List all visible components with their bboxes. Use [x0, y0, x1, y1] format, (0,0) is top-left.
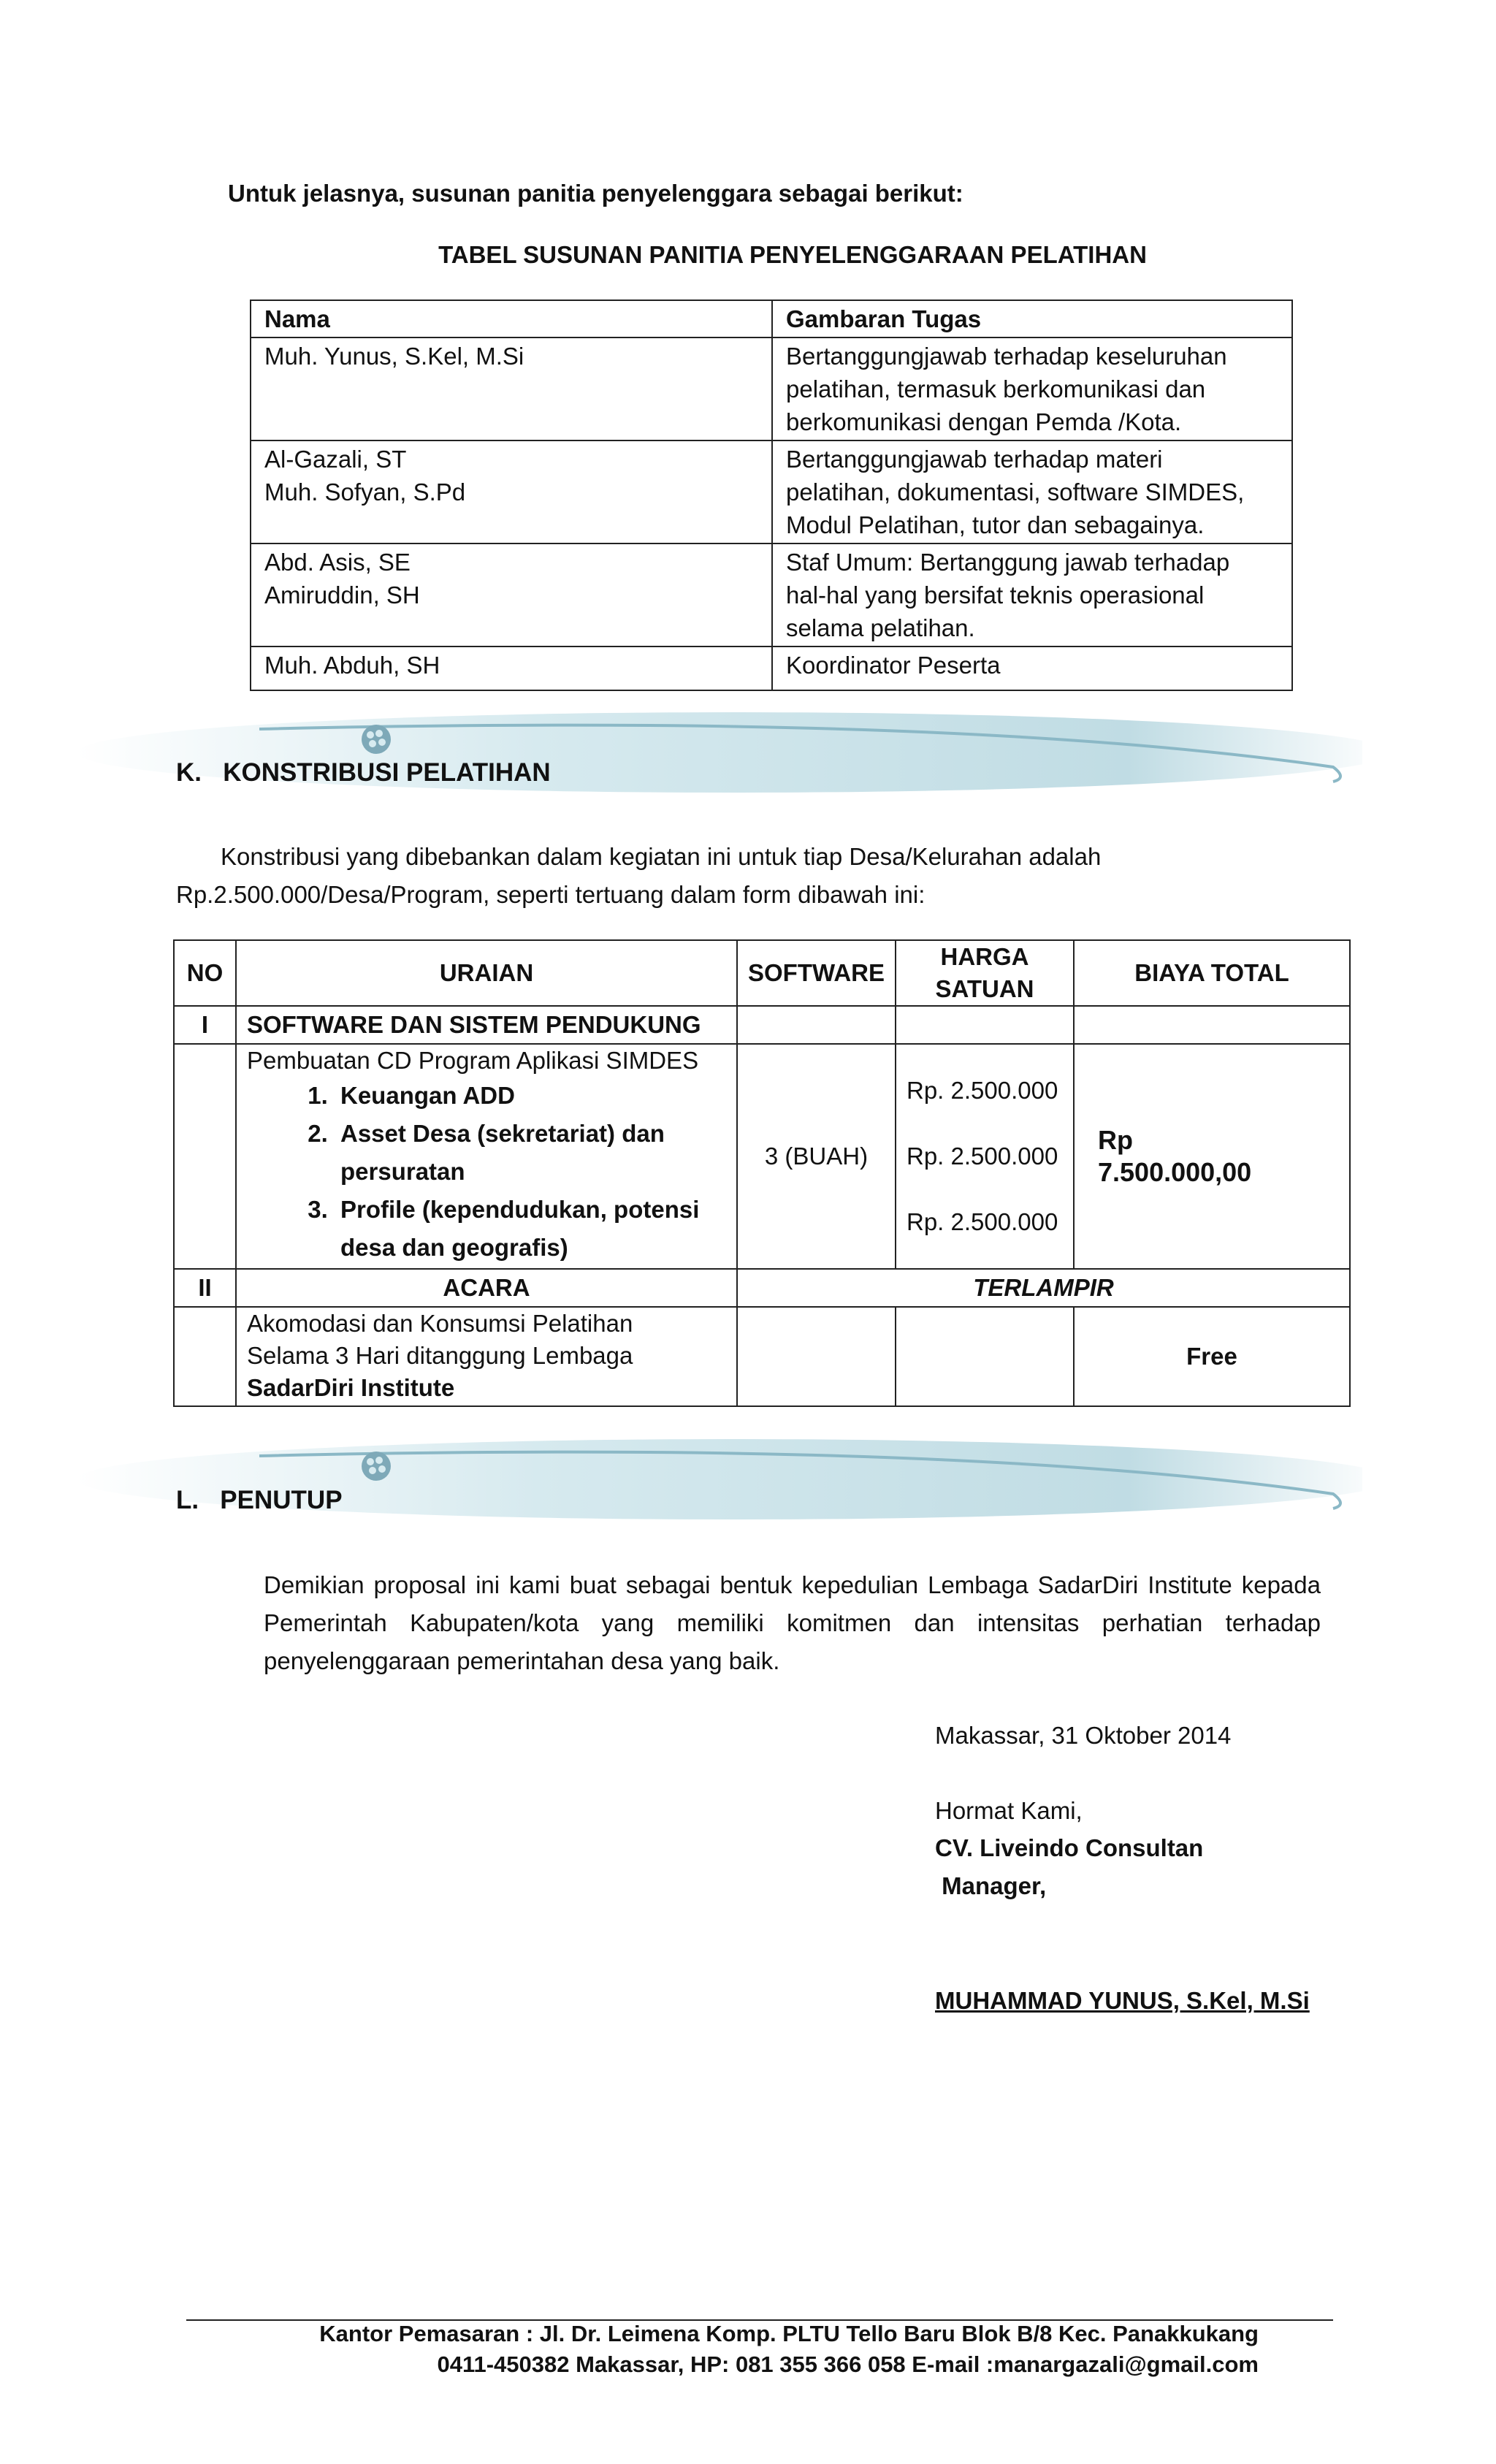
committee-table [250, 300, 1293, 691]
section-k-title: KONSTRIBUSI PELATIHAN [223, 758, 551, 787]
software-count: 3 (BUAH) [737, 1044, 896, 1269]
member-name: Abd. Asis, SE [264, 549, 411, 576]
table-row [174, 1307, 1350, 1406]
section-k-letter: K. [176, 758, 202, 787]
row-section-title: SOFTWARE DAN SISTEM PENDUKUNG [236, 1006, 737, 1044]
list-item: 1. Keuangan ADD [335, 1077, 726, 1115]
header-software: SOFTWARE [737, 940, 896, 1006]
software-list [247, 1077, 726, 1267]
cost-table [173, 939, 1351, 1407]
table-header-row [251, 300, 1292, 337]
task-line: Bertanggungjawab terhadap keseluruhan [786, 343, 1227, 370]
task-line: selama pelatihan. [786, 614, 975, 641]
header-harga-line2: SATUAN [935, 975, 1034, 1002]
section-k-para-line2: Rp.2.500.000/Desa/Program, seperti tertuang dalam form dibawah ini: [176, 881, 926, 908]
company-name: CV. Liveindo Consultan [935, 1834, 1204, 1861]
terlampir-note: TERLAMPIR [737, 1269, 1350, 1307]
table-row [251, 337, 1292, 440]
task-line: hal-hal yang bersifat teknis operasional [786, 581, 1205, 609]
task-line: Bertanggungjawab terhadap materi [786, 446, 1163, 473]
row-section-title: ACARA [236, 1269, 737, 1307]
member-name: Al-Gazali, ST [264, 446, 407, 473]
header-no: NO [174, 940, 236, 1006]
table-row [251, 440, 1292, 543]
section-l-heading [176, 1486, 343, 1515]
table-row [174, 1006, 1350, 1044]
header-uraian: URAIAN [236, 940, 737, 1006]
place-date: Makassar, 31 Oktober 2014 [935, 1722, 1232, 1749]
free-total: Free [1074, 1307, 1350, 1406]
total-currency: Rp [1098, 1125, 1133, 1155]
item-intro: Pembuatan CD Program Aplikasi SIMDES [247, 1047, 699, 1074]
committee-table-title: TABEL SUSUNAN PANITIA PENYELENGGARAAN PELATIHAN [438, 241, 1147, 268]
member-name: Amiruddin, SH [264, 581, 420, 609]
signatory-name: MUHAMMAD YUNUS, S.Kel, M.Si [935, 1987, 1310, 2014]
signatory-role: Manager, [935, 1872, 1047, 1899]
item-line: Selama 3 Hari ditanggung Lembaga [247, 1342, 633, 1369]
header-harga-line1: HARGA [940, 943, 1029, 970]
footer-address: Kantor Pemasaran : Jl. Dr. Leimena Komp. PLTU Tello Baru Blok B/8 Kec. Panakkukang [319, 2321, 1259, 2346]
unit-price: Rp. 2.500.000 [907, 1208, 1058, 1235]
task-line: Staf Umum: Bertanggung jawab terhadap [786, 549, 1230, 576]
task-line: pelatihan, termasuk berkomunikasi dan [786, 375, 1206, 403]
section-k-para-line1: Konstribusi yang dibebankan dalam kegiatan ini untuk tiap Desa/Kelurahan adalah [221, 843, 1102, 870]
table-row [174, 1044, 1350, 1269]
header-gambaran-tugas: Gambaran Tugas [772, 300, 1292, 337]
table-row [251, 543, 1292, 646]
unit-price: Rp. 2.500.000 [907, 1077, 1058, 1104]
greeting: Hormat Kami, [935, 1797, 1083, 1824]
header-harga-satuan [896, 940, 1074, 1006]
section-l-letter: L. [176, 1486, 199, 1514]
total-cost [1074, 1044, 1350, 1269]
member-name: Muh. Yunus, S.Kel, M.Si [264, 343, 524, 370]
list-item: 2. Asset Desa (sekretariat) dan persuratan [335, 1115, 726, 1191]
footer-contact: 0411-450382 Makassar, HP: 081 355 366 058 E-mail :manargazali@gmail.com [437, 2352, 1259, 2377]
table-row [174, 1269, 1350, 1307]
header-nama: Nama [251, 300, 772, 337]
list-item: 3. Profile (kependudukan, potensi desa dan geografis) [335, 1191, 726, 1267]
task-line: pelatihan, dokumentasi, software SIMDES, [786, 478, 1245, 506]
section-k-heading [176, 758, 551, 787]
item-line: SadarDiri Institute [247, 1374, 455, 1401]
item-line: Akomodasi dan Konsumsi Pelatihan [247, 1310, 633, 1337]
member-name: Muh. Sofyan, S.Pd [264, 478, 466, 506]
section-l-paragraph: Demikian proposal ini kami buat sebagai bentuk kepedulian Lembaga SadarDiri Institute kepada Pemerintah Kabupaten/kota yang memiliki komitmen dan intensitas perhatian terhadap penyelenggaraan pemerintahan desa yang baik. [264, 1571, 1321, 1674]
row-no: I [174, 1006, 236, 1044]
row-no: II [174, 1269, 236, 1307]
intro-text: Untuk jelasnya, susunan panitia penyelenggara sebagai berikut: [228, 180, 963, 207]
member-name: Muh. Abduh, SH [264, 652, 440, 679]
unit-price: Rp. 2.500.000 [907, 1143, 1058, 1170]
header-biaya-total: BIAYA TOTAL [1074, 940, 1350, 1006]
section-l-title: PENUTUP [220, 1486, 343, 1514]
task-line: Koordinator Peserta [786, 652, 1001, 679]
total-amount: 7.500.000,00 [1098, 1157, 1252, 1187]
table-header-row [174, 940, 1350, 1006]
task-line: Modul Pelatihan, tutor dan sebagainya. [786, 511, 1205, 538]
task-line: berkomunikasi dengan Pemda /Kota. [786, 408, 1182, 435]
table-row [251, 646, 1292, 690]
